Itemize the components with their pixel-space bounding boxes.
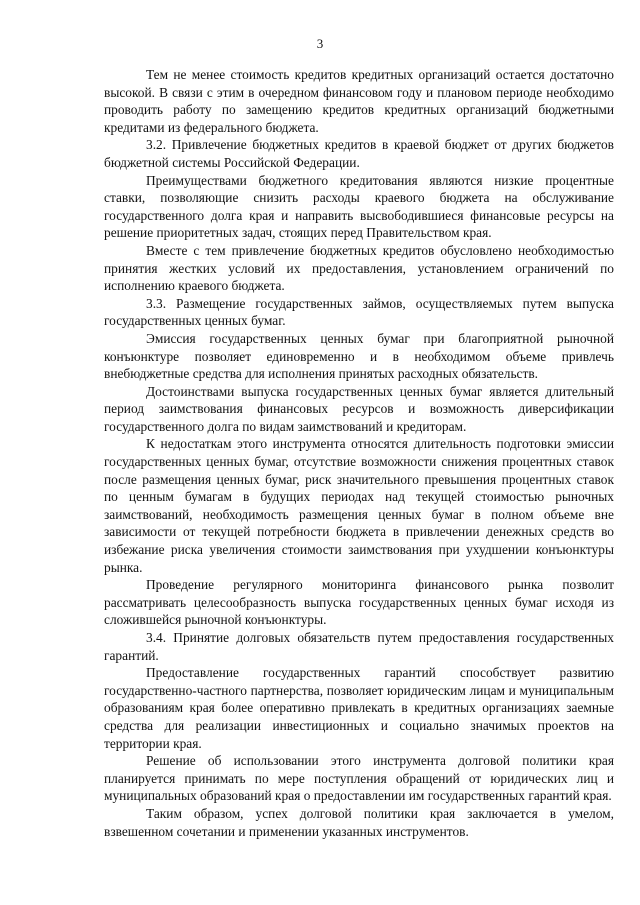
paragraph: Предоставление государственных гарантий способствует развитию государственно-частного партнерства, позволяет юридическим лицам и муниципальным образованиям края более оперативно привлекать в кредитных организациях заемные средства для реализации инвестиционных и социально значимых проектов на территории края. bbox=[104, 665, 614, 751]
paragraph: Достоинствами выпуска государственных ценных бумаг является длительный период заимствования финансовых ресурсов и возможность диверсификации государственного долга по видам заимствований и кредиторам. bbox=[104, 383, 614, 434]
section-heading-3-2: 3.2. Привлечение бюджетных кредитов в краевой бюджет от других бюджетов бюджетной системы Российской Федерации. bbox=[104, 137, 614, 170]
paragraph: Таким образом, успех долговой политики края заключается в умелом, взвешенном сочетании и применении указанных инструментов. bbox=[104, 805, 614, 839]
paragraph: Преимуществами бюджетного кредитования являются низкие процентные ставки, позволяющие снизить расходы краевого бюджета на обслуживание государственного долга края и направить высвободившиеся финансовые ресурсы на решение приоритетных задач, стоящих перед Правительством края. bbox=[104, 172, 614, 241]
page-number: 3 bbox=[316, 36, 324, 51]
section-heading-3-3: 3.3. Размещение государственных займов, осуществляемых путем выпуска государственных ценных бумаг. bbox=[104, 295, 614, 329]
paragraph: Вместе с тем привлечение бюджетных кредитов обусловлено необходимостью принятия жестких условий их предоставления, установлением ограничений по исполнению краевого бюджета. bbox=[104, 242, 614, 294]
paragraph: Тем не менее стоимость кредитов кредитных организаций остается достаточно высокой. В связи с этим в очередном финансовом году и плановом периоде необходимо проводить работу по замещению кредитов кредитных организаций бюджетными кредитами из федерального бюджета. bbox=[104, 67, 614, 135]
paragraph: К недостаткам этого инструмента относятся длительность подготовки эмиссии государственных ценных бумаг, отсутствие возможности снижения процентных ставок после размещения ценных бумаг, риск значительного превышения процентных ставок по ценным бумагам в будущих периодах над текущей стоимостью рыночных заимствований, необходимость размещения ценных бумаг в полном объеме вне зависимости от текущей потребности бюджета в привлечении денежных средств во избежание риска увеличения стоимости заимствования при ухудшении конъюнктуры рынка. bbox=[104, 436, 614, 575]
document-body bbox=[104, 66, 614, 840]
paragraph: Проведение регулярного мониторинга финансового рынка позволит рассматривать целесообразность выпуска государственных ценных бумаг исходя из сложившейся рыночной конъюнктуры. bbox=[104, 577, 614, 628]
section-heading-3-4: 3.4. Принятие долговых обязательств путем предоставления государственных гарантий. bbox=[104, 630, 614, 663]
paragraph: Решение об использовании этого инструмента долговой политики края планируется принимать по мере поступления обращений от юридических лиц и муниципальных образований края о предоставлении им государственных гарантий края. bbox=[104, 753, 614, 804]
paragraph: Эмиссия государственных ценных бумаг при благоприятной рыночной конъюнктуре позволяет единовременно и в необходимом объеме привлечь внебюджетные средства для исполнения принятых расходных обязательств. bbox=[104, 330, 614, 382]
